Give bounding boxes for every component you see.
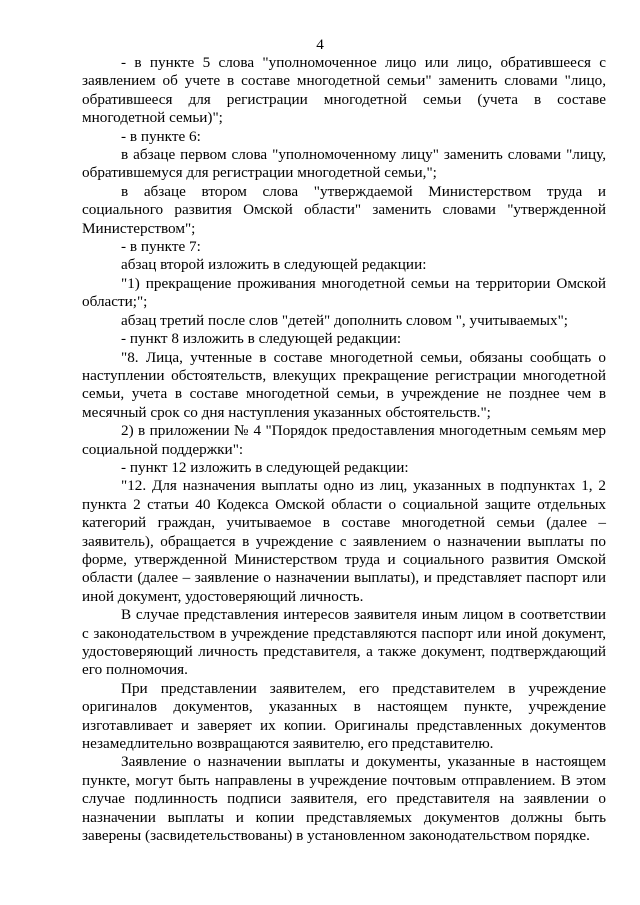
document-body	[82, 54, 606, 845]
paragraph-item-7-second-para: абзац второй изложить в следующей редакции:	[121, 256, 427, 274]
paragraph-representative: В случае представления интересов заявителя иным лицом в соответствии с законодательством в учреждение представляются паспорт или иной документ, удостоверяющий личность представителя, а также документ, подтверждающий его полномочия.	[82, 606, 606, 679]
paragraph-item-12-text: "12. Для назначения выплаты одно из лиц, указанных в подпунктах 1, 2 пункта 2 статьи 40 Кодекса Омской области о социальной защите отдельных категорий граждан, учитываемое в составе многодетной семьи (далее – заявитель), обращается в учреждение с заявлением о назначении выплаты по форме, утвержденной Министерством труда и социального развития Омской области (далее – заявление о назначении выплаты), и представляет паспорт или иной документ, удостоверяющий личность.	[82, 477, 606, 605]
paragraph-item-7-heading: - в пункте 7:	[121, 238, 201, 256]
paragraph-item-12-heading: - пункт 12 изложить в следующей редакции:	[121, 458, 409, 476]
paragraph-item-8-heading: - пункт 8 изложить в следующей редакции:	[121, 330, 402, 348]
page-number: 4	[316, 36, 324, 53]
paragraph-item-8-text: "8. Лица, учтенные в составе многодетной семьи, обязаны сообщать о наступлении обстоятельств, влекущих прекращение регистрации многодетной семьи, учета в составе многодетной семьи, в учреждение не позднее чем в месячный срок со дня наступления указанных обстоятельств.";	[82, 348, 606, 421]
paragraph-item-6-heading: - в пункте 6:	[121, 127, 201, 145]
paragraph-originals: При представлении заявителем, его представителем в учреждение оригиналов документов, указанных в настоящем пункте, учреждение изготавливает и заверяет их копии. Оригиналы представленных документов незамедлительно возвращаются заявителю, его представителю.	[82, 679, 606, 753]
paragraph-item-6-second-para: в абзаце втором слова "утверждаемой Министерством труда и социального развития Омской области" заменить словами "утвержденной Министерством";	[82, 182, 606, 237]
paragraph-postal: Заявление о назначении выплаты и документы, указанные в настоящем пункте, могут быть направлены в учреждение почтовым отправлением. В этом случае подлинность подписи заявителя, его представителя на заявлении о назначении выплаты и копии представляемых документов должны быть заверены (засвидетельствованы) в установленном законодательством порядке.	[82, 753, 606, 845]
paragraph-item-7-third-para: абзац третий после слов "детей" дополнить словом ", учитываемых";	[121, 311, 568, 329]
paragraph-item-5-amendment: - в пункте 5 слова "уполномоченное лицо или лицо, обратившееся с заявлением об учете в составе многодетной семьи" заменить словами "лицо, обратившееся для регистрации многодетной семьи (учета в составе многодетной семьи)";	[82, 54, 606, 127]
paragraph-appendix-4: 2) в приложении № 4 "Порядок предоставления многодетным семьям мер социальной поддержки":	[82, 422, 606, 458]
paragraph-item-6-first-para: в абзаце первом слова "уполномоченному лицу" заменить словами "лицу, обратившемуся для регистрации многодетной семьи,";	[82, 146, 606, 182]
paragraph-quoted-termination: "1) прекращение проживания многодетной семьи на территории Омской области;";	[82, 274, 606, 311]
